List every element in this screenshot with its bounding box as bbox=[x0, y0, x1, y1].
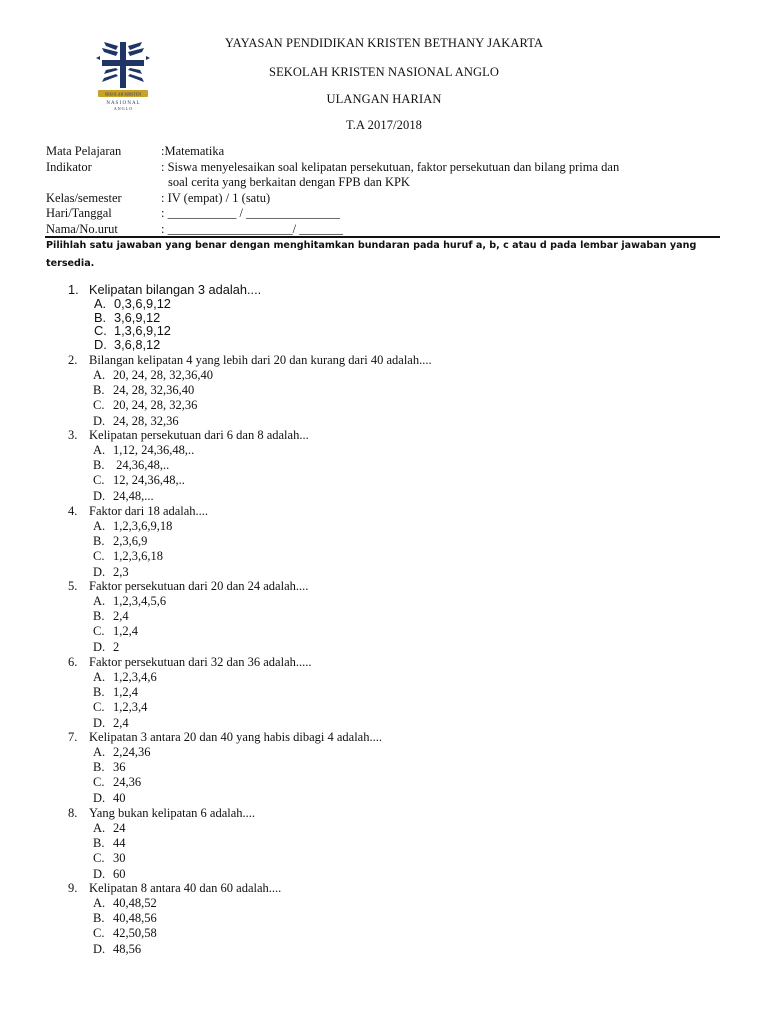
logo-ring-text: N A S I O N A L bbox=[106, 101, 140, 106]
option-text: 3,6,9,12 bbox=[114, 309, 161, 325]
instructions-line1: Pilihlah satu jawaban yang benar dengan menghitamkan bundaran pada huruf a, b, c atau d pada lembar jawaban yang bbox=[46, 240, 697, 251]
indicator-row bbox=[46, 160, 726, 176]
option-text: 2 bbox=[113, 639, 120, 654]
question-text: Faktor persekutuan dari 32 dan 36 adalah..... bbox=[89, 655, 312, 669]
option-text: 24, 28, 32,36 bbox=[113, 413, 179, 428]
question-number: 9. bbox=[68, 881, 78, 895]
option-text: 40 bbox=[113, 790, 126, 805]
option-text: 3,6,8,12 bbox=[114, 336, 161, 352]
option-letter: B. bbox=[93, 836, 105, 851]
option-letter: A. bbox=[93, 896, 106, 910]
option-text: 20, 24, 28, 32,36 bbox=[113, 398, 198, 413]
option-letter: C. bbox=[93, 473, 105, 488]
option-text: 60 bbox=[113, 866, 126, 881]
question-number: 8. bbox=[68, 806, 78, 820]
instructions bbox=[46, 237, 722, 273]
class-value: : IV (empat) / 1 (satu) bbox=[161, 190, 271, 205]
foundation-title: YAYASAN PENDIDIKAN KRISTEN BETHANY JAKARTA bbox=[224, 36, 544, 50]
option-letter: A. bbox=[93, 594, 106, 608]
option-letter: C. bbox=[93, 624, 105, 639]
option-text: 44 bbox=[113, 836, 126, 851]
class-row bbox=[46, 191, 726, 207]
question-text: Faktor persekutuan dari 20 dan 24 adalah.... bbox=[89, 579, 309, 593]
name-label: Nama/No.urut bbox=[46, 221, 118, 236]
indicator-value-line1: : Siswa menyelesaikan soal kelipatan persekutuan, faktor persekutuan dan bilang prima dan bbox=[161, 159, 620, 174]
logo-banner-text: SEKOLAH KRISTEN bbox=[104, 91, 142, 97]
question-number: 4. bbox=[68, 504, 78, 518]
question-number: 1. bbox=[68, 282, 79, 297]
question-text: Bilangan kelipatan 4 yang lebih dari 20 dan kurang dari 40 adalah.... bbox=[89, 353, 432, 367]
option-letter: C. bbox=[93, 851, 105, 866]
option-text: 24 bbox=[113, 821, 126, 835]
exam-title: ULANGAN HARIAN bbox=[326, 92, 442, 106]
option-text: 1,2,4 bbox=[113, 685, 138, 700]
option-letter: B. bbox=[93, 609, 105, 624]
option-text: 48,56 bbox=[113, 941, 142, 956]
question-number: 6. bbox=[68, 655, 78, 669]
option-letter: A. bbox=[93, 443, 106, 457]
option-letter: A. bbox=[93, 519, 106, 533]
option-text: 1,2,3,6,9,18 bbox=[113, 519, 173, 533]
option-letter: B. bbox=[93, 383, 105, 398]
option-text: 40,48,56 bbox=[113, 911, 157, 926]
option-text: 1,2,3,4 bbox=[113, 700, 148, 715]
option-letter: A. bbox=[93, 821, 106, 835]
subject-label: Mata Pelajaran bbox=[46, 144, 122, 158]
class-label: Kelas/semester bbox=[46, 190, 122, 205]
indicator-value-line2: soal cerita yang berkaitan dengan FPB dan KPK bbox=[168, 175, 410, 189]
question-number: 2. bbox=[68, 353, 78, 367]
option-text: 42,50,58 bbox=[113, 926, 157, 941]
option-text: 20, 24, 28, 32,36,40 bbox=[113, 368, 213, 382]
option-letter: C. bbox=[93, 700, 105, 715]
indicator-row-cont bbox=[46, 175, 726, 191]
indicator-label: Indikator bbox=[46, 159, 92, 174]
option-letter: D. bbox=[93, 790, 106, 805]
option-text: 1,2,3,4,6 bbox=[113, 670, 157, 684]
date-row bbox=[46, 206, 726, 222]
option-letter: B. bbox=[93, 458, 105, 473]
option-letter: A. bbox=[93, 670, 106, 684]
question-text: Kelipatan bilangan 3 adalah.... bbox=[89, 282, 262, 297]
option-text: 24,48,... bbox=[113, 488, 154, 503]
name-field[interactable]: : ____________________/ _______ bbox=[161, 221, 343, 236]
option-letter: B. bbox=[94, 309, 107, 325]
option-letter: D. bbox=[93, 866, 106, 881]
academic-year: T.A 2017/2018 bbox=[345, 118, 423, 132]
date-field[interactable]: : ___________ / _______________ bbox=[161, 206, 340, 220]
option-text: 1,12, 24,36,48,.. bbox=[113, 443, 195, 457]
option-letter: B. bbox=[93, 534, 105, 549]
subject-row bbox=[46, 144, 726, 160]
option-text: 40,48,52 bbox=[113, 896, 157, 910]
name-row bbox=[46, 222, 726, 238]
option-letter: C. bbox=[93, 398, 105, 413]
option-text: 30 bbox=[113, 851, 126, 866]
option-letter: D. bbox=[93, 715, 106, 730]
option-text: 2,24,36 bbox=[113, 745, 151, 759]
question-number: 5. bbox=[68, 579, 78, 593]
option-letter: B. bbox=[93, 685, 105, 700]
question-text: Yang bukan kelipatan 6 adalah.... bbox=[89, 806, 256, 820]
option-letter: A. bbox=[94, 296, 107, 311]
option-letter: D. bbox=[93, 564, 106, 579]
option-letter: B. bbox=[93, 911, 105, 926]
question-text: Kelipatan persekutuan dari 6 dan 8 adalah... bbox=[89, 428, 309, 442]
option-letter: C. bbox=[94, 323, 107, 338]
option-text: 2,4 bbox=[113, 609, 129, 624]
question-text: Kelipatan 8 antara 40 dan 60 adalah.... bbox=[89, 881, 282, 895]
option-letter: C. bbox=[93, 926, 105, 941]
option-letter: D. bbox=[93, 941, 106, 956]
option-letter: D. bbox=[93, 639, 106, 654]
option-text: 12, 24,36,48,.. bbox=[113, 473, 185, 488]
question-text: Kelipatan 3 antara 20 dan 40 yang habis dibagi 4 adalah.... bbox=[89, 730, 382, 744]
option-letter: D. bbox=[93, 413, 106, 428]
option-text: 24,36 bbox=[113, 775, 142, 790]
exam-info bbox=[46, 144, 726, 237]
option-text: 0,3,6,9,12 bbox=[114, 296, 171, 311]
subject-value: :Matematika bbox=[161, 144, 225, 158]
option-text: 36 bbox=[113, 760, 126, 775]
option-text: 1,3,6,9,12 bbox=[114, 323, 171, 338]
option-text: 1,2,3,6,18 bbox=[113, 549, 163, 564]
school-title: SEKOLAH KRISTEN NASIONAL ANGLO bbox=[269, 65, 499, 79]
option-letter: D. bbox=[94, 336, 107, 352]
instructions-line2: tersedia. bbox=[46, 258, 95, 269]
logo-bottom-text: A N G L O bbox=[113, 106, 133, 111]
option-letter: A. bbox=[93, 368, 106, 382]
option-letter: C. bbox=[93, 775, 105, 790]
option-text: 24, 28, 32,36,40 bbox=[113, 383, 195, 398]
question-number: 7. bbox=[68, 730, 78, 744]
option-text: 1,2,3,4,5,6 bbox=[113, 594, 167, 608]
option-text: 2,4 bbox=[113, 715, 129, 730]
option-text: 1,2,4 bbox=[113, 624, 138, 639]
question-text: Faktor dari 18 adalah.... bbox=[89, 504, 209, 518]
option-letter: A. bbox=[93, 745, 106, 759]
option-letter: D. bbox=[93, 488, 106, 503]
option-text: 2,3,6,9 bbox=[113, 534, 148, 549]
date-label: Hari/Tanggal bbox=[46, 206, 112, 220]
question-number: 3. bbox=[68, 428, 78, 442]
option-text: 2,3 bbox=[113, 564, 129, 579]
option-letter: B. bbox=[93, 760, 105, 775]
option-letter: C. bbox=[93, 549, 105, 564]
option-text: 24,36,48,.. bbox=[113, 458, 170, 473]
